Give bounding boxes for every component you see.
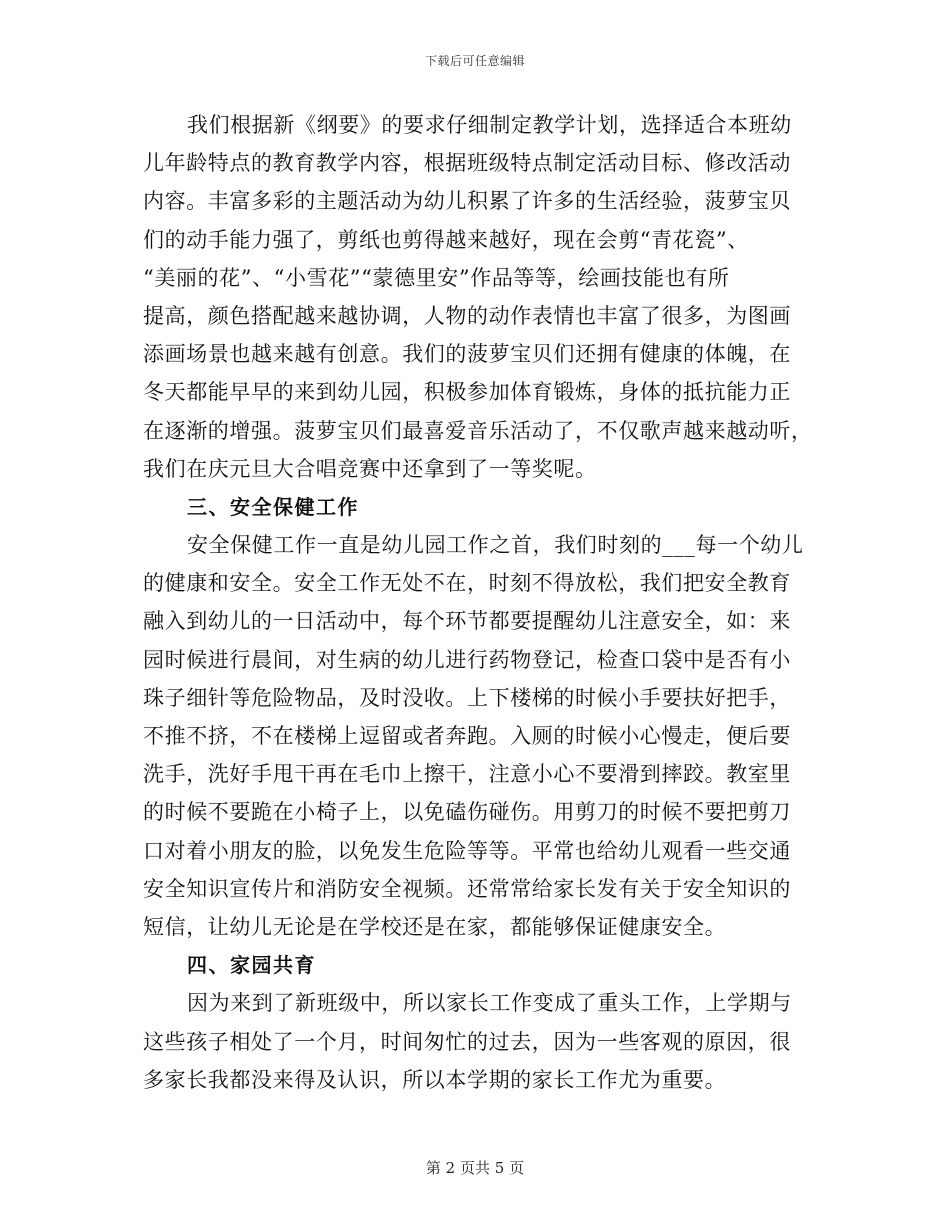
paragraph-line: 的健康和安全。安全工作无处不在，时刻不得放松，我们把安全教育 <box>143 571 791 596</box>
section-heading-safety: 三、安全保健工作 <box>187 494 359 519</box>
page-header: 下载后可任意编辑 <box>424 54 525 68</box>
section-heading-home-school: 四、家园共育 <box>187 953 316 978</box>
paragraph-line: 内容。丰富多彩的主题活动为幼儿积累了许多的生活经验，菠萝宝贝 <box>143 189 791 214</box>
paragraph-line: 的时候不要跪在小椅子上，以免磕伤碰伤。用剪刀的时候不要把剪刀 <box>143 800 791 825</box>
paragraph-line: 儿年龄特点的教育教学内容，根据班级特点制定活动目标、修改活动 <box>143 151 791 176</box>
paragraph-line: 安全保健工作一直是幼儿园工作之首，我们时刻的___每一个幼儿 <box>187 533 804 558</box>
paragraph-line: “美丽的花”、“小雪花”“蒙德里安”作品等等，绘画技能也有所 <box>143 265 730 290</box>
paragraph-line: 融入到幼儿的一日活动中，每个环节都要提醒幼儿注意安全，如：来 <box>143 609 791 634</box>
paragraph-line: 因为来到了新班级中，所以家长工作变成了重头工作，上学期与 <box>187 991 792 1016</box>
paragraph-line: 洗手，洗好手甩干再在毛巾上擦干，注意小心不要滑到摔跤。教室里 <box>143 762 791 787</box>
paragraph-line: 珠子细针等危险物品，及时没收。上下楼梯的时候小手要扶好把手， <box>143 685 791 710</box>
paragraph-line: 冬天都能早早的来到幼儿园，积极参加体育锻炼，身体的抵抗能力正 <box>143 380 791 405</box>
paragraph-line: 我们根据新《纲要》的要求仔细制定教学计划，选择适合本班幼 <box>187 113 792 137</box>
paragraph-line: 不推不挤，不在楼梯上逗留或者奔跑。入厕的时候小心慢走，便后要 <box>143 724 791 748</box>
paragraph-line: 们的动手能力强了，剪纸也剪得越来越好，现在会剪“青花瓷”、 <box>143 227 749 252</box>
paragraph-line: 添画场景也越来越有创意。我们的菠萝宝贝们还拥有健康的体魄，在 <box>143 342 791 367</box>
paragraph-line: 提高，颜色搭配越来越协调，人物的动作表情也丰富了很多，为图画 <box>143 303 791 328</box>
paragraph-line: 我们在庆元旦大合唱竞赛中还拿到了一等奖呢。 <box>143 456 597 481</box>
paragraph-line: 多家长我都没来得及认识，所以本学期的家长工作尤为重要。 <box>143 1067 727 1092</box>
paragraph-line: 短信，让幼儿无论是在学校还是在家，都能够保证健康安全。 <box>143 914 727 939</box>
paragraph-line: 在逐渐的增强。菠萝宝贝们最喜爱音乐活动了，不仅歌声越来越动听， <box>143 418 813 443</box>
paragraph-line: 安全知识宣传片和消防安全视频。还常常给家长发有关于安全知识的 <box>143 876 791 901</box>
paragraph-line: 口对着小朋友的脸，以免发生危险等等。平常也给幼儿观看一些交通 <box>143 838 791 863</box>
paragraph-line: 园时候进行晨间，对生病的幼儿进行药物登记，检查口袋中是否有小 <box>143 647 791 672</box>
page-number: 第 2 页共 5 页 <box>425 1159 525 1177</box>
document-body <box>143 106 813 1099</box>
paragraph-line: 这些孩子相处了一个月，时间匆忙的过去，因为一些客观的原因，很 <box>143 1029 791 1054</box>
